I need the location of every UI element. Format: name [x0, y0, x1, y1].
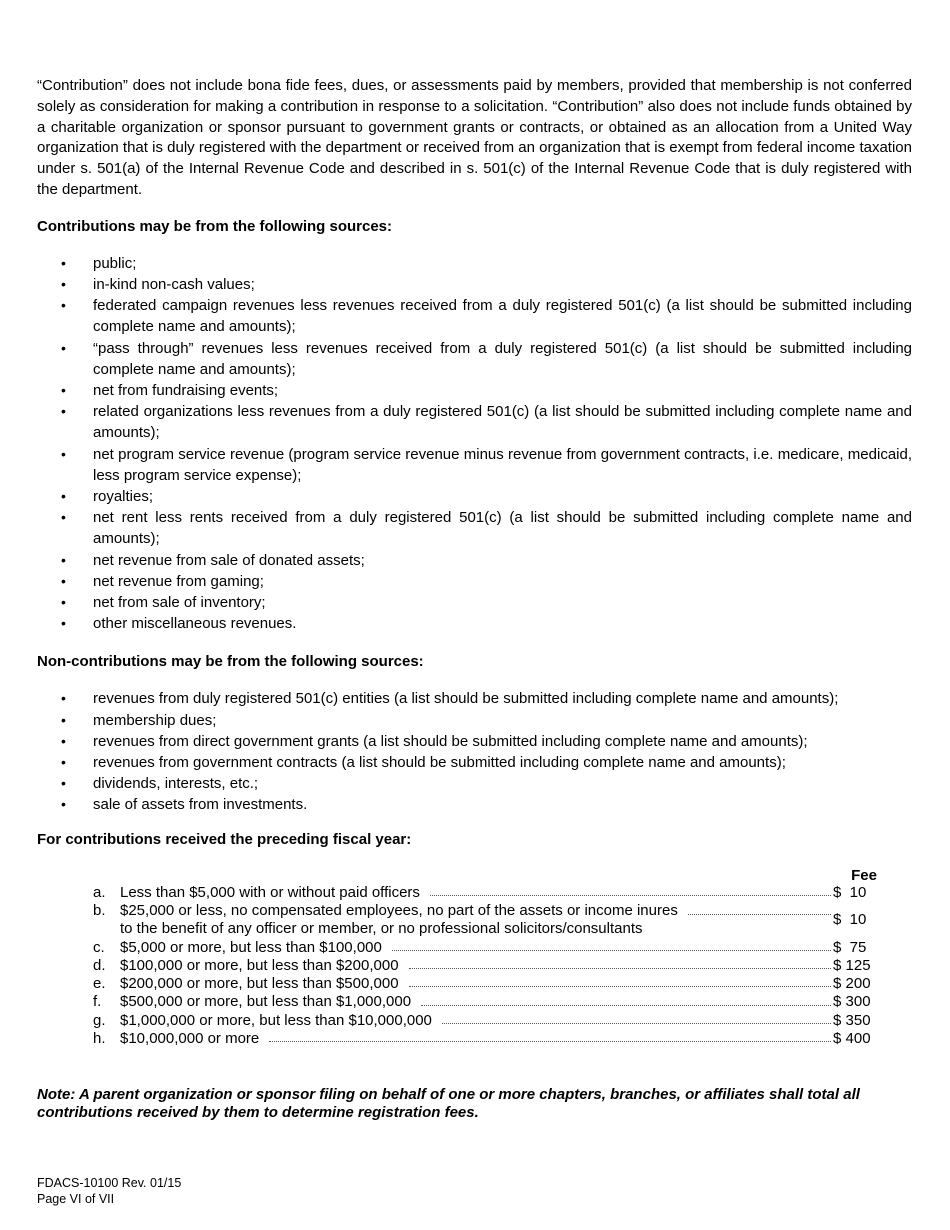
fee-row: [93, 939, 873, 957]
page-number: Page VI of VII: [37, 1191, 115, 1206]
list-item: • federated campaign revenues less revenues received from a duly registered 501(c) (a list should be submitted including complete name and amounts);: [61, 297, 912, 336]
bullet-icon: •: [61, 711, 66, 728]
list-item: • net revenue from sale of donated assets;: [37, 550, 912, 571]
contributions-list: [37, 253, 912, 635]
fee-row-amount: $ 200: [833, 975, 871, 993]
fee-row-amount: $ 300: [833, 993, 871, 1011]
fee-table: [93, 866, 877, 1049]
document-page: [37, 76, 912, 1121]
bullet-icon: •: [61, 488, 66, 505]
fee-column-label: Fee: [851, 866, 877, 884]
list-item: • revenues from direct government grants (a list should be submitted including complete name and amounts);: [37, 731, 912, 752]
dot-leader: [409, 986, 831, 987]
fee-row: [93, 884, 873, 902]
list-item: • royalties;: [37, 486, 912, 507]
dot-leader: [688, 914, 831, 915]
bullet-icon: •: [61, 594, 66, 611]
list-item: • in-kind non-cash values;: [37, 274, 912, 295]
fee-row-description: $1,000,000 or more, but less than $10,000,000: [120, 1011, 432, 1029]
fee-row-description: $100,000 or more, but less than $200,000: [120, 956, 399, 974]
fee-row-amount: $ 75: [833, 938, 867, 956]
list-item: • membership dues;: [37, 710, 912, 731]
fee-row: [93, 1012, 873, 1030]
list-item: • public;: [37, 253, 912, 274]
form-id: FDACS-10100 Rev. 01/15: [37, 1176, 182, 1190]
dot-leader: [421, 1005, 831, 1006]
fee-row: [93, 975, 873, 993]
bullet-icon: •: [61, 403, 66, 420]
list-item: • revenues from duly registered 501(c) entities (a list should be submitted including complete name and amounts);: [37, 688, 912, 709]
fee-row-letter: d.: [93, 956, 106, 974]
dot-leader: [442, 1023, 831, 1024]
bullet-icon: •: [61, 254, 66, 271]
bullet-icon: •: [61, 690, 66, 707]
fee-row: [93, 1030, 873, 1048]
list-item: • related organizations less revenues from a duly registered 501(c) (a list should be submitted including complete name and amounts);: [61, 403, 912, 442]
fee-row-letter: g.: [93, 1011, 106, 1029]
fee-row-description: Less than $5,000 with or without paid officers: [120, 883, 420, 901]
dot-leader: [269, 1041, 831, 1042]
list-item: • dividends, interests, etc.;: [37, 773, 912, 794]
list-item: • net from sale of inventory;: [37, 592, 912, 613]
fee-row-description: $5,000 or more, but less than $100,000: [120, 938, 382, 956]
bullet-icon: •: [61, 509, 66, 526]
fee-row: [93, 902, 873, 939]
bullet-icon: •: [61, 732, 66, 749]
list-item: • sale of assets from investments.: [37, 794, 912, 815]
list-item: • “pass through” revenues less revenues received from a duly registered 501(c) (a list should be submitted including complete name and amounts);: [61, 339, 912, 378]
intro-paragraph: “Contribution” does not include bona fide fees, dues, or assessments paid by members, provided that membership is not conferred solely as consideration for making a contribution in response to a solicitation. “Contribution” also does not include funds obtained by a charitable organization or sponsor pursuant to government grants or contracts, or obtained as an allocation from a United Way organization that is duly registered with the department or received from an organization that is exempt from federal income taxation under s. 501(a) of the Internal Revenue Code and described in s. 501(c) of the Internal Revenue Code that is duly registered with the department.: [37, 77, 912, 198]
non-contributions-list: [37, 688, 912, 815]
dot-leader: [430, 895, 831, 896]
fee-row-amount: $ 10: [833, 883, 867, 901]
fee-row-description: $500,000 or more, but less than $1,000,000: [120, 993, 412, 1011]
fee-row-amount: $ 400: [833, 1030, 871, 1048]
fee-row-amount: $ 350: [833, 1011, 871, 1029]
fee-row-description: $200,000 or more, but less than $500,000: [120, 975, 399, 993]
page-footer: [37, 1176, 181, 1207]
fee-row-amount: $ 125: [833, 956, 871, 974]
fees-heading: For contributions received the preceding fiscal year:: [37, 830, 412, 848]
list-item: • net program service revenue (program service revenue minus revenue from government contracts, i.e. medicare, medicaid, less program service expense);: [61, 445, 912, 484]
bullet-icon: •: [61, 754, 66, 771]
fee-row-amount: $ 10: [833, 911, 867, 929]
fee-row: [93, 957, 873, 975]
dot-leader: [409, 968, 831, 969]
bullet-icon: •: [61, 339, 66, 356]
bullet-icon: •: [61, 445, 66, 462]
fee-row-description: $25,000 or less, no compensated employees, no part of the assets or income inures to the benefit of any officer or member, or no professional solicitors/consultants: [120, 901, 678, 938]
fee-row-description: $10,000,000 or more: [120, 1030, 260, 1048]
fee-row-letter: h.: [93, 1030, 106, 1048]
registration-fee-note: Note: A parent organization or sponsor filing on behalf of one or more chapters, branches, or affiliates shall total all contributions received by them to determine registration fees.: [37, 1086, 860, 1121]
bullet-icon: •: [61, 796, 66, 813]
fee-row-letter: c.: [93, 938, 105, 956]
fee-row-letter: a.: [93, 883, 106, 901]
fee-row-letter: e.: [93, 975, 106, 993]
fee-row: [93, 993, 873, 1011]
list-item: • net from fundraising events;: [37, 380, 912, 401]
non-contributions-heading: Non-contributions may be from the following sources:: [37, 653, 424, 671]
list-item: • net rent less rents received from a duly registered 501(c) (a list should be submitted including complete name and amounts);: [61, 509, 912, 548]
dot-leader: [392, 950, 831, 951]
bullet-icon: •: [61, 551, 66, 568]
fee-row-letter: f.: [93, 993, 102, 1011]
bullet-icon: •: [61, 572, 66, 589]
list-item: • revenues from government contracts (a list should be submitted including complete name and amounts);: [37, 752, 912, 773]
bullet-icon: •: [61, 775, 66, 792]
list-item: • net revenue from gaming;: [37, 571, 912, 592]
fee-row-letter: b.: [93, 901, 106, 919]
bullet-icon: •: [61, 382, 66, 398]
bullet-icon: •: [61, 275, 66, 292]
bullet-icon: •: [61, 615, 66, 632]
list-item: • other miscellaneous revenues.: [37, 613, 912, 634]
bullet-icon: •: [61, 297, 66, 314]
contributions-heading: Contributions may be from the following sources:: [37, 217, 393, 235]
